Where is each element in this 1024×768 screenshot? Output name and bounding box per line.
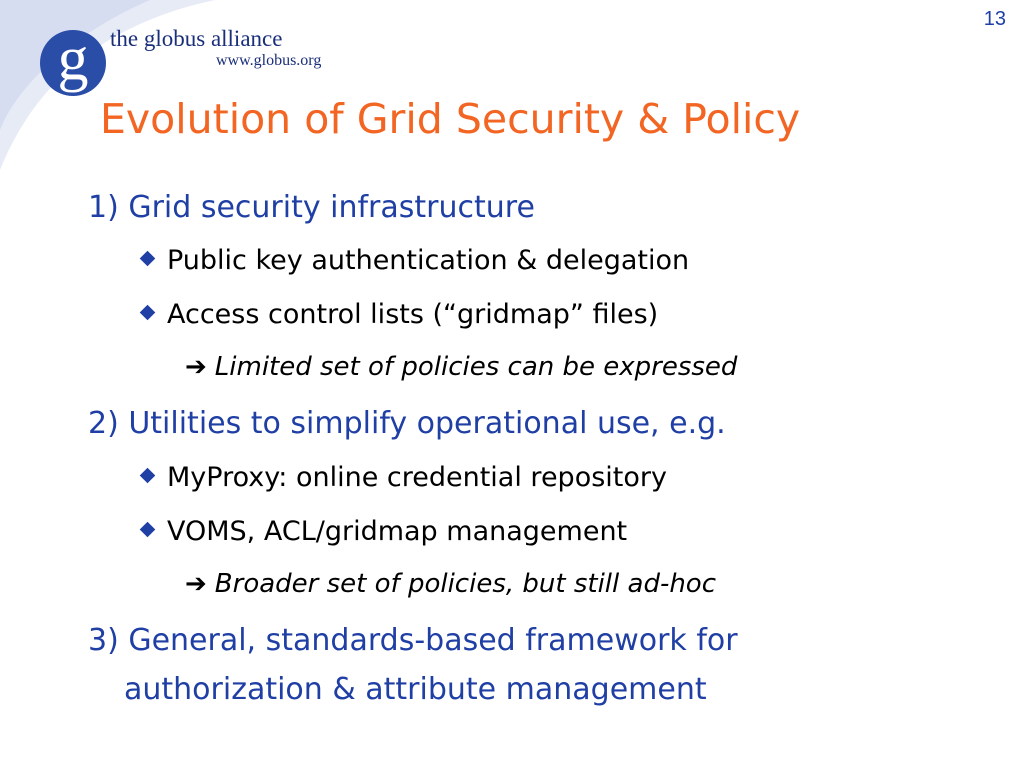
right-arrow-icon: ➔ [185, 352, 207, 382]
section1-bullet1 [142, 245, 689, 276]
slide-title: Evolution of Grid Security & Policy [100, 95, 801, 143]
section2-bullet1-text: MyProxy: online credential repository [167, 462, 667, 493]
section1-bullet1-text: Public key authentication & delegation [167, 245, 690, 276]
section2-bullet1 [142, 462, 667, 493]
section2-heading: 2) Utilities to simplify operational use, e.g. [88, 406, 726, 441]
section1-note [185, 352, 737, 382]
logo-name: the globus alliance [110, 26, 283, 51]
section2-bullet2-text: VOMS, ACL/gridmap management [167, 516, 628, 547]
section2-note [185, 569, 716, 599]
section1-note-text: Limited set of policies can be expressed [214, 352, 738, 382]
logo-url: www.globus.org [216, 52, 322, 69]
section3-heading-line1: 3) General, standards-based framework for [88, 623, 738, 658]
diamond-bullet-icon [140, 522, 156, 538]
logo-letter: g [57, 25, 89, 93]
section2-note-text: Broader set of policies, but still ad-hoc [214, 569, 717, 599]
section1-bullet2 [142, 299, 658, 330]
section3-heading-line2: authorization & attribute management [124, 672, 707, 707]
right-arrow-icon: ➔ [185, 569, 207, 599]
diamond-bullet-icon [140, 305, 156, 321]
section1-heading: 1) Grid security infrastructure [88, 190, 535, 225]
diamond-bullet-icon [140, 251, 156, 267]
section2-bullet2 [142, 516, 627, 547]
slide-number: 13 [983, 8, 1006, 30]
diamond-bullet-icon [140, 468, 156, 484]
section1-bullet2-text: Access control lists (“gridmap” files) [167, 299, 659, 330]
